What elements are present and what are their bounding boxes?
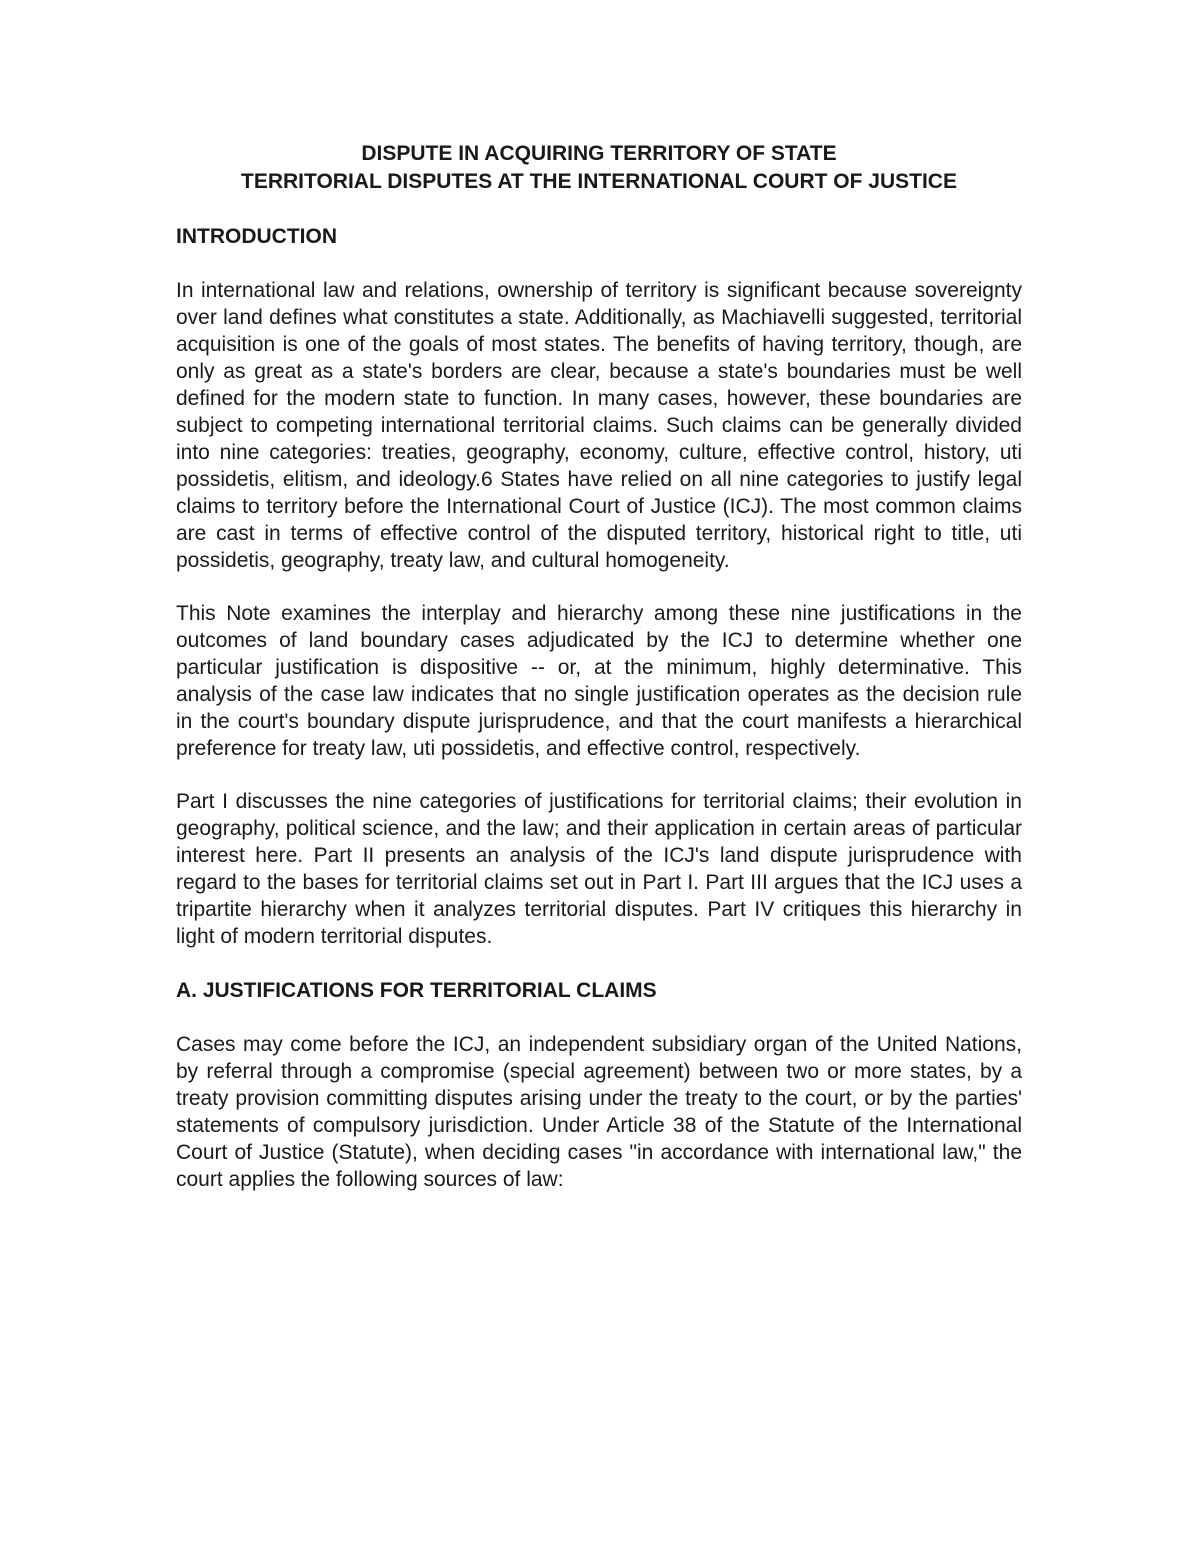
paragraph: Part I discusses the nine categories of justifications for territorial claims; their evolution in geography, political science, and the law; and their application in certain areas of particular interest here. Part II presents an analysis of the ICJ's land dispute jurisprudence with regard to the bases for territorial claims set out in Part I. Part III argues that the ICJ uses a tripartite hierarchy when it analyzes territorial disputes. Part IV critiques this hierarchy in light of modern territorial disputes. xyxy=(176,790,1022,948)
document-title-line-2: TERRITORIAL DISPUTES AT THE INTERNATIONAL COURT OF JUSTICE xyxy=(241,170,957,193)
spacer xyxy=(176,574,1022,600)
spacer xyxy=(176,762,1022,788)
paragraph: This Note examines the interplay and hierarchy among these nine justifications in the outcomes of land boundary cases adjudicated by the ICJ to determine whether one particular justification is dispositive -- or, at the minimum, highly determinative. This analysis of the case law indicates that no single justification operates as the decision rule in the court's boundary dispute jurisprudence, and that the court manifests a hierarchical preference for treaty law, uti possidetis, and effective control, respectively. xyxy=(176,602,1022,760)
section-heading: INTRODUCTION xyxy=(176,225,337,248)
spacer xyxy=(176,196,1022,223)
paragraph: In international law and relations, ownership of territory is significant because sovereignty over land defines what constitutes a state. Additionally, as Machiavelli suggested, territorial acquisition is one of the goals of most states. The benefits of having territory, though, are only as great as a state's borders are clear, because a state's boundaries must be well defined for the modern state to function. In many cases, however, these boundaries are subject to competing international territorial claims. Such claims can be generally divided into nine categories: treaties, geography, economy, culture, effective control, history, uti possidetis, elitism, and ideology.6 States have relied on all nine categories to justify legal claims to territory before the International Court of Justice (ICJ). The most common claims are cast in terms of effective control of the disputed territory, historical right to title, uti possidetis, geography, treaty law, and cultural homogeneity. xyxy=(176,279,1022,572)
paragraph: Cases may come before the ICJ, an independent subsidiary organ of the United Nations, by referral through a compromise (special agreement) between two or more states, by a treaty provision committing disputes arising under the treaty to the court, or by the parties' statements of compulsory jurisdiction. Under Article 38 of the Statute of the International Court of Justice (Statute), when deciding cases "in accordance with international law," the court applies the following sources of law: xyxy=(176,1033,1022,1191)
spacer xyxy=(176,250,1022,277)
section-introduction xyxy=(176,223,1022,950)
section-justifications xyxy=(176,977,1022,1193)
document-title-line-1: DISPUTE IN ACQUIRING TERRITORY OF STATE xyxy=(361,142,837,165)
section-heading: A. JUSTIFICATIONS FOR TERRITORIAL CLAIMS xyxy=(176,979,657,1002)
document-page xyxy=(176,140,1022,1193)
spacer xyxy=(176,950,1022,977)
spacer xyxy=(176,1004,1022,1031)
